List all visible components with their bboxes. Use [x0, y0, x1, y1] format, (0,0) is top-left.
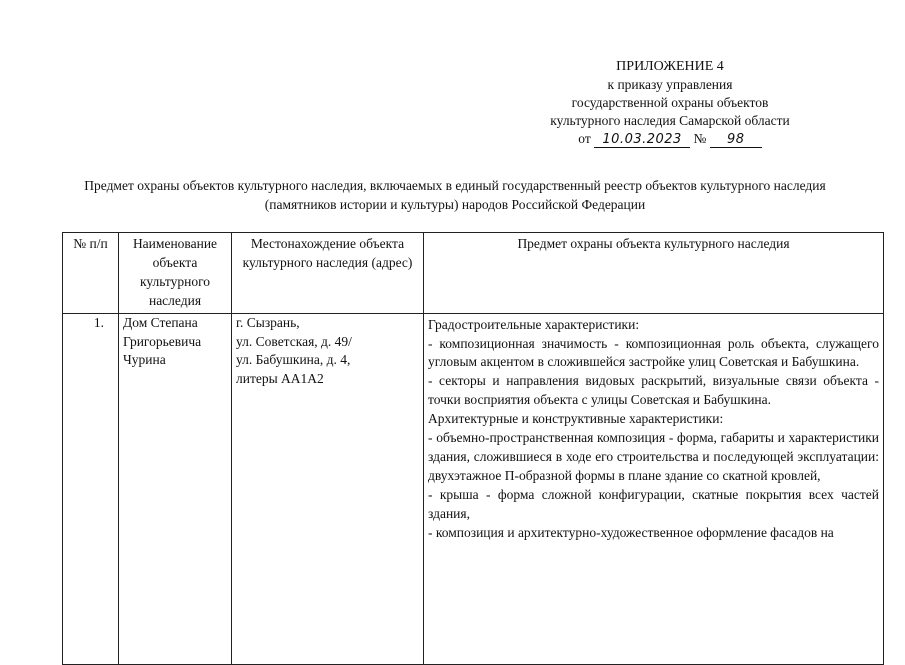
address-line: ул. Бабушкина, д. 4, [236, 352, 351, 368]
date-prefix: от [578, 131, 591, 146]
order-number: 98 [726, 132, 745, 147]
protection-paragraph: - объемно-пространственная композиция - форма, габариты и характеристики здания, сложившиеся в ходе его строительства и последующей эксплуатации: двухэтажное П-образной формы в плане здание со скатной кровлей, [428, 430, 879, 483]
protection-paragraph: - секторы и направления видовых раскрытий, визуальные связи объекта - точки восприятия объекта с улицы Советская и Бабушкина. [428, 373, 879, 408]
row-protection-subject [424, 313, 884, 664]
appendix-line-2: государственной охраны объектов [571, 95, 769, 110]
order-date: 10.03.2023 [602, 132, 682, 147]
document-title: Предмет охраны объектов культурного наследия, включаемых в единый государственный реестр объектов культурного наследия (памятников истории и культуры) народов Российской Федерации [84, 178, 826, 212]
protection-paragraph: - композиционная значимость - композиционная роль объекта, служащего угловым акцентом в сложившейся застройке улиц Советская и Бабушкина. [428, 335, 879, 370]
appendix-line-3: культурного наследия Самарской области [550, 113, 790, 128]
appendix-line-1: к приказу управления [607, 77, 733, 92]
table-row [63, 313, 884, 664]
protection-paragraph: Архитектурные и конструктивные характеристики: [428, 411, 724, 427]
row-number: 1. [63, 313, 119, 664]
address-line: г. Сызрань, [236, 314, 300, 330]
protection-paragraph: - композиция и архитектурно-художественное оформление фасадов на [428, 524, 834, 540]
order-date-number [520, 130, 820, 148]
header-address: Местонахождение объекта культурного наследия (адрес) [232, 233, 424, 314]
protection-paragraph: Градостроительные характеристики: [428, 316, 640, 332]
table-header-row [63, 233, 884, 314]
row-object-name: Дом Степана Григорьевича Чурина [119, 313, 232, 664]
number-prefix: № [693, 131, 707, 146]
header-number: № п/п [63, 233, 119, 314]
protection-paragraph: - крыша - форма сложной конфигурации, скатные покрытия всех частей здания, [428, 486, 879, 521]
address-line: ул. Советская, д. 49/ [236, 333, 352, 349]
header-protection: Предмет охраны объекта культурного наследия [424, 233, 884, 314]
header-name: Наименование объекта культурного наследия [119, 233, 232, 314]
address-line: литеры АА1А2 [236, 371, 324, 387]
appendix-title: ПРИЛОЖЕНИЕ 4 [616, 59, 724, 74]
row-address [232, 313, 424, 664]
appendix-header [520, 58, 820, 148]
protection-table [62, 232, 884, 665]
